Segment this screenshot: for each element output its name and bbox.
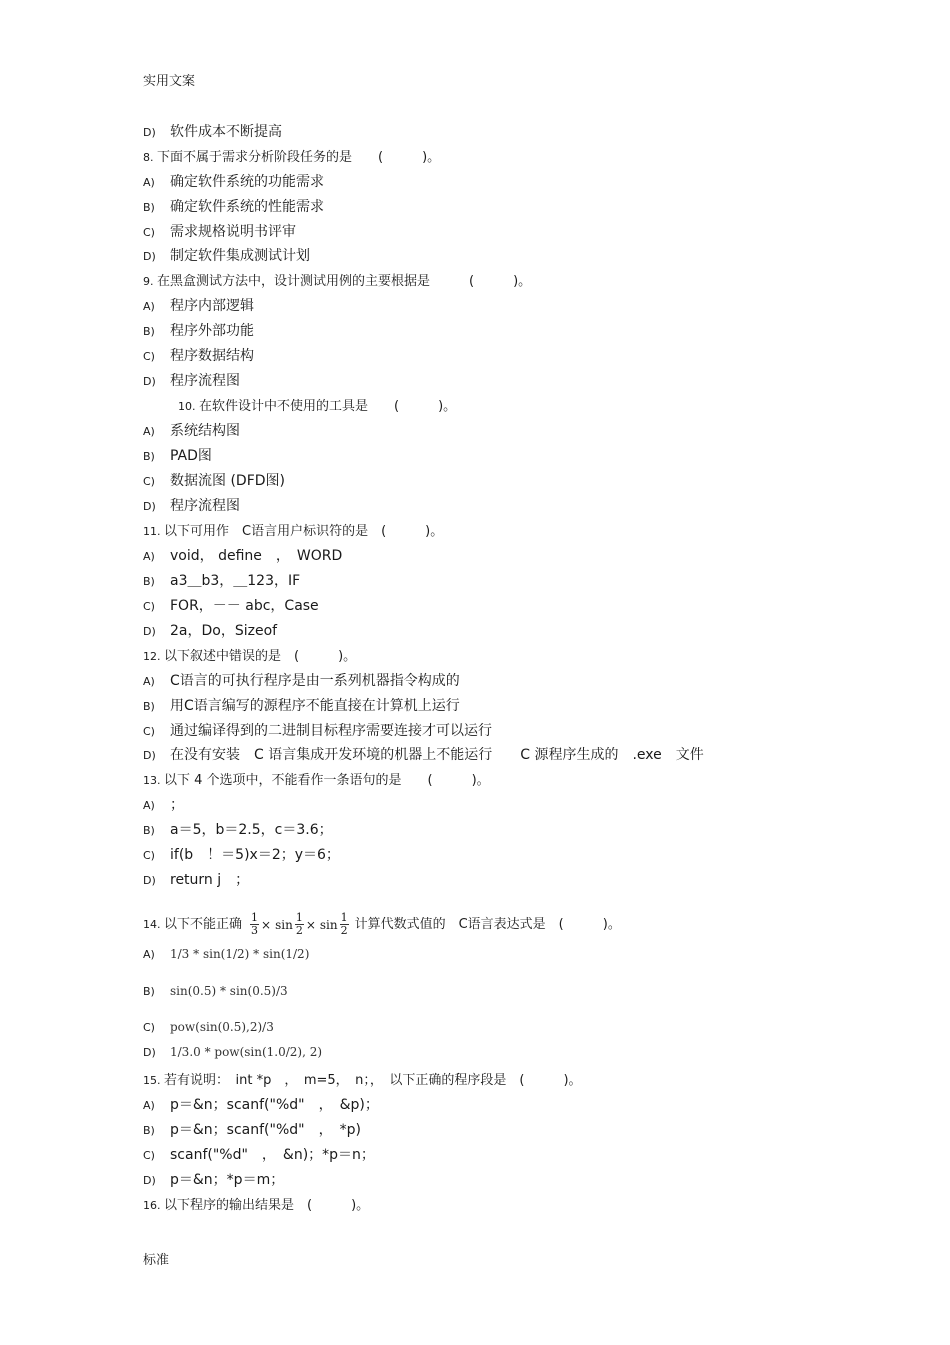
- answer-option: [143, 620, 277, 640]
- answer-option: [143, 196, 324, 216]
- option-text: void， define ， WORD: [170, 548, 343, 564]
- answer-option: [143, 121, 282, 141]
- option-text: 程序流程图: [170, 373, 240, 389]
- option-text: p＝&n；*p＝m；: [170, 1172, 285, 1188]
- question-text: 以下不能正确: [164, 917, 243, 932]
- option-label: B): [143, 824, 155, 837]
- option-label: B): [143, 575, 155, 588]
- denominator: 3: [251, 924, 259, 937]
- answer-option: [143, 1119, 361, 1139]
- option-label: C): [143, 725, 155, 738]
- option-label: B): [143, 201, 155, 214]
- option-label: A): [143, 425, 155, 438]
- question-text: 下面不属于需求分析阶段任务的是 ( )。: [157, 150, 441, 165]
- option-text: 系统结构图: [170, 423, 240, 439]
- option-label: B): [143, 1124, 155, 1137]
- option-text: sin(0.5) * sin(0.5)/3: [170, 984, 288, 998]
- question-text: 在黑盒测试方法中，设计测试用例的主要根据是 ( )。: [157, 274, 532, 289]
- question-text: 以下 4 个选项中，不能看作一条语句的是 ( )。: [164, 773, 490, 788]
- question-text: 若有说明： int *p ， m=5， n；， 以下正确的程序段是 ( )。: [164, 1073, 582, 1088]
- question-number: 9.: [143, 275, 157, 288]
- question-number: 14.: [143, 918, 164, 931]
- answer-option: [143, 420, 240, 440]
- question-stem: [143, 520, 443, 539]
- fraction: [250, 912, 259, 937]
- option-label: D): [143, 375, 156, 388]
- answer-option: [143, 595, 319, 615]
- option-label: A): [143, 675, 155, 688]
- option-text: 需求规格说明书评审: [170, 224, 296, 240]
- option-text: if(b ！＝5)x＝2；y＝6；: [170, 847, 340, 863]
- question-stem: [143, 912, 621, 937]
- option-label: D): [143, 500, 156, 513]
- question-text: 以下叙述中错误的是 ( )。: [164, 649, 357, 664]
- answer-option: [143, 670, 460, 690]
- question-stem: [143, 270, 531, 289]
- answer-option: [143, 445, 212, 465]
- option-text: FOR，－－ abc，Case: [170, 598, 319, 614]
- question-number: 10.: [178, 400, 199, 413]
- answer-option: [143, 320, 254, 340]
- question-number: 15.: [143, 1074, 164, 1087]
- option-label: C): [143, 1149, 155, 1162]
- option-label: C): [143, 600, 155, 613]
- option-label: A): [143, 799, 155, 812]
- answer-option: [143, 720, 492, 740]
- question-stem: [143, 645, 356, 664]
- answer-option: [143, 545, 342, 565]
- option-label: B): [143, 985, 155, 998]
- option-label: D): [143, 126, 156, 139]
- answer-option: [143, 1094, 379, 1114]
- numerator: 1: [251, 911, 259, 924]
- option-label: C): [143, 475, 155, 488]
- question-number: 11.: [143, 525, 164, 538]
- answer-option: [143, 794, 184, 814]
- option-text: 确定软件系统的功能需求: [170, 174, 324, 190]
- question-stem: [143, 146, 440, 165]
- option-text: 程序流程图: [170, 498, 240, 514]
- option-text: p＝&n；scanf("%d" ， &p)；: [170, 1097, 379, 1113]
- option-text: pow(sin(0.5),2)/3: [170, 1020, 274, 1034]
- denominator: 2: [340, 924, 348, 937]
- option-text: scanf("%d" ， &n)；*p＝n；: [170, 1147, 375, 1163]
- answer-option: [143, 744, 704, 764]
- option-label: A): [143, 1099, 155, 1112]
- answer-option: [143, 570, 300, 590]
- option-text: 程序外部功能: [170, 323, 254, 339]
- answer-option: [143, 1169, 284, 1189]
- option-text: 软件成本不断提高: [170, 124, 282, 140]
- option-text: PAD图: [170, 448, 212, 464]
- answer-option: [143, 819, 333, 839]
- question-text: 计算代数式值的 C语言表达式是 ( )。: [354, 917, 621, 932]
- answer-option: [143, 245, 310, 265]
- fraction: [340, 912, 349, 937]
- times-sign: ×: [261, 917, 272, 932]
- answer-option: [143, 869, 249, 889]
- option-text: 在没有安装 C 语言集成开发环境的机器上不能运行 C 源程序生成的 .exe 文件: [170, 747, 704, 763]
- option-text: 数据流图 (DFD图): [170, 473, 285, 489]
- option-label: D): [143, 625, 156, 638]
- question-text: 在软件设计中不使用的工具是 ( )。: [199, 399, 457, 414]
- fraction: [295, 912, 304, 937]
- option-label: B): [143, 700, 155, 713]
- answer-option: [143, 946, 309, 962]
- question-text: 以下程序的输出结果是 ( )。: [164, 1198, 370, 1213]
- option-label: C): [143, 226, 155, 239]
- option-label: C): [143, 1021, 155, 1034]
- sin-function: sin: [275, 917, 293, 932]
- answer-option: [143, 1019, 274, 1035]
- option-text: return j ；: [170, 872, 250, 888]
- answer-option: [143, 370, 240, 390]
- option-text: a＝5，b＝2.5，c＝3.6；: [170, 822, 333, 838]
- question-stem: [178, 395, 456, 414]
- answer-option: [143, 295, 254, 315]
- option-label: A): [143, 948, 155, 961]
- option-text: a3＿b3，＿123，IF: [170, 573, 301, 589]
- answer-option: [143, 171, 324, 191]
- option-label: A): [143, 300, 155, 313]
- question-stem: [143, 769, 490, 788]
- question-stem: [143, 1069, 582, 1088]
- option-text: 通过编译得到的二进制目标程序需要连接才可以运行: [170, 723, 492, 739]
- answer-option: [143, 470, 285, 490]
- question-number: 12.: [143, 650, 164, 663]
- page-header: 实用文案: [143, 74, 196, 89]
- option-label: D): [143, 250, 156, 263]
- option-text: 程序内部逻辑: [170, 298, 254, 314]
- question-number: 8.: [143, 151, 157, 164]
- option-text: 1/3.0 * pow(sin(1.0/2), 2): [170, 1045, 323, 1059]
- option-label: A): [143, 550, 155, 563]
- option-text: 制定软件集成测试计划: [170, 248, 310, 264]
- option-text: 程序数据结构: [170, 348, 254, 364]
- sin-function: sin: [319, 917, 338, 932]
- answer-option: [143, 345, 254, 365]
- option-label: D): [143, 1174, 156, 1187]
- math-formula: [250, 912, 349, 937]
- option-text: 1/3 * sin(1/2) * sin(1/2): [170, 947, 310, 961]
- answer-option: [143, 983, 288, 999]
- option-text: p＝&n；scanf("%d" ， *p): [170, 1122, 361, 1138]
- option-text: ；: [170, 797, 184, 813]
- option-text: 2a，Do，Sizeof: [170, 623, 278, 639]
- option-label: B): [143, 325, 155, 338]
- option-label: C): [143, 849, 155, 862]
- option-text: 用C语言编写的源程序不能直接在计算机上运行: [170, 698, 460, 714]
- denominator: 2: [295, 924, 303, 937]
- option-text: 确定软件系统的性能需求: [170, 199, 324, 215]
- option-label: B): [143, 450, 155, 463]
- option-label: D): [143, 1046, 156, 1059]
- page-footer: 标准: [143, 1253, 170, 1268]
- answer-option: [143, 221, 296, 241]
- option-label: D): [143, 749, 156, 762]
- question-stem: [143, 1194, 369, 1213]
- option-text: C语言的可执行程序是由一系列机器指令构成的: [170, 673, 460, 689]
- numerator: 1: [295, 911, 303, 924]
- question-number: 16.: [143, 1199, 164, 1212]
- times-sign: ×: [305, 917, 316, 932]
- numerator: 1: [340, 911, 348, 924]
- answer-option: [143, 495, 240, 515]
- answer-option: [143, 695, 460, 715]
- answer-option: [143, 1044, 322, 1060]
- answer-option: [143, 1144, 375, 1164]
- answer-option: [143, 844, 340, 864]
- option-label: D): [143, 874, 156, 887]
- option-label: C): [143, 350, 155, 363]
- option-label: A): [143, 176, 155, 189]
- question-text: 以下可用作 C语言用户标识符的是 ( )。: [164, 524, 444, 539]
- question-number: 13.: [143, 774, 164, 787]
